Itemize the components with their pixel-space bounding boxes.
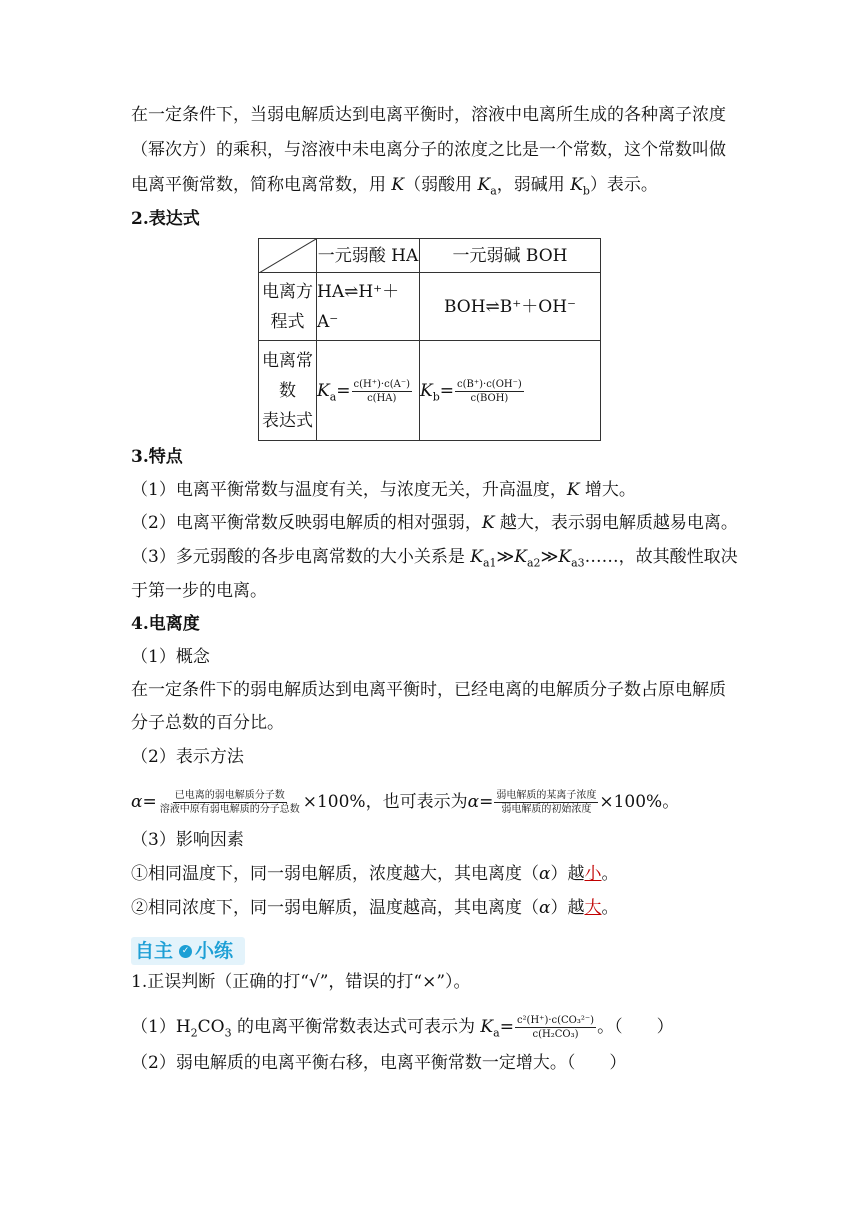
feature-1: （1）电离平衡常数与温度有关，与浓度无关，升高温度，K 增大。 <box>131 480 636 500</box>
section-2-heading: 2.表达式 <box>131 209 200 229</box>
table-header-acid: 一元弱酸 HA <box>317 239 420 273</box>
answer-large: 大 <box>584 898 602 918</box>
feature-2: （2）电离平衡常数反映弱电解质的相对强弱，K 越大，表示弱电解质越易电离。 <box>131 513 738 533</box>
intro-line-2: （幂次方）的乘积，与溶液中未电离分子的浓度之比是一个常数，这个常数叫做 <box>131 140 726 160</box>
table-row-label-equation: 电离方 程式 <box>259 273 317 341</box>
self-practice-badge: 自主 ✓ 小练 <box>131 937 245 965</box>
answer-small: 小 <box>584 864 602 884</box>
ionization-degree-formula: α= $\frac{\text{已电离的弱电解质分子数}}{\text{溶液中原有弱电解质的分子总数}}$ ×100%，也可表示为α= $\frac{\text{弱电解质的某离子浓度}}{\text{弱电解质的初始浓度}}$ ×100%。 <box>131 790 680 815</box>
table-row-label-constant: 电离常 数 表达式 <box>259 341 317 441</box>
acid-equation: HA⇌H⁺＋A⁻ <box>317 273 420 341</box>
intro-line-1: 在一定条件下，当弱电解质达到电离平衡时，溶液中电离所生成的各种离子浓度 <box>131 105 726 125</box>
base-equation: BOH⇌B⁺＋OH⁻ <box>420 273 601 341</box>
table-corner-cell <box>259 239 317 273</box>
factor-1: ①相同温度下，同一弱电解质，浓度越大，其电离度（α）越小。 <box>131 864 619 884</box>
intro-line-3: 电离平衡常数，简称电离常数，用 K（弱酸用 $K_a$，弱碱用 $K_b$）表示。 <box>131 175 658 198</box>
factors-subheading: （3）影响因素 <box>131 830 244 850</box>
practice-item-2: （2）弱电解质的电离平衡右移，电离平衡常数一定增大。（ ） <box>131 1053 627 1073</box>
feature-3-cont: 于第一步的电离。 <box>131 581 267 601</box>
method-subheading: （2）表示方法 <box>131 747 244 767</box>
practice-item-1: $(1)H_2CO_3$ 的电离平衡常数表达式可表示为 $K_a=$ $\frac{\text{c²(H⁺)·c(CO₃²⁻)}}{\text{c(H₂CO₃)}}$ 。（ ） <box>131 1015 674 1040</box>
factor-2: ②相同浓度下，同一弱电解质，温度越高，其电离度（α）越大。 <box>131 898 619 918</box>
feature-3: （3）多元弱酸的各步电离常数的大小关系是 $K_{a1}≫K_{a2}≫K_{a3}\dots\dots$，故其酸性取决 <box>131 547 738 570</box>
acid-constant: $K_a=$ $\frac{c(H^+)\cdot c(A^-)}{c(HA)}$ <box>317 341 420 441</box>
section-4-heading: 4.电离度 <box>131 614 200 634</box>
check-icon: ✓ <box>179 945 192 958</box>
section-3-heading: 3.特点 <box>131 447 183 467</box>
expression-table <box>258 238 601 441</box>
concept-line-2: 分子总数的百分比。 <box>131 713 284 733</box>
concept-subheading: （1）概念 <box>131 647 210 667</box>
concept-line-1: 在一定条件下的弱电解质达到电离平衡时，已经电离的电解质分子数占原电解质 <box>131 680 726 700</box>
practice-question: 1.正误判断（正确的打“√”，错误的打“×”）。 <box>131 972 471 992</box>
base-constant: $K_b=$ $\frac{c(B^+)\cdot c(OH^-)}{\text{c(BOH)}}$ <box>420 341 601 441</box>
table-header-base: 一元弱碱 BOH <box>420 239 601 273</box>
